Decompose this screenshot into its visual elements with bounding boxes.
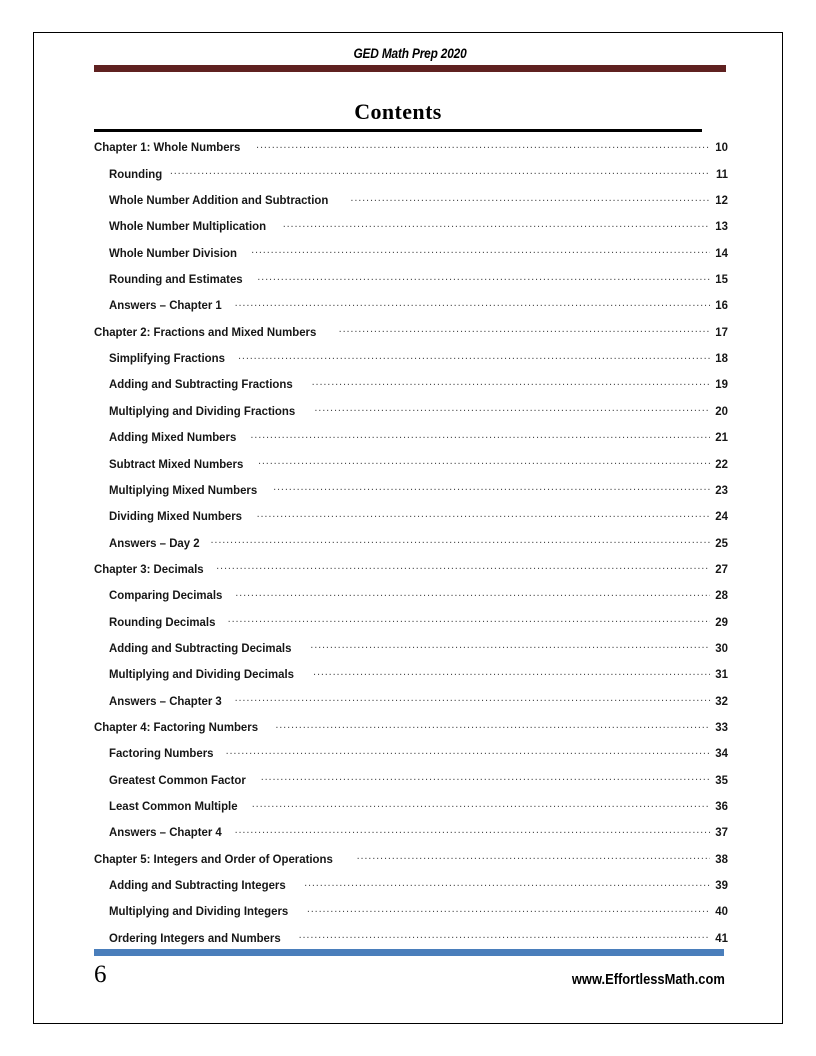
toc-entry-page-number: 41 — [715, 930, 728, 945]
toc-entry-page-number: 40 — [715, 904, 728, 919]
toc-entry-label: Rounding and Estimates — [109, 272, 243, 287]
toc-entry-label: Comparing Decimals — [109, 588, 223, 603]
toc-dot-leader — [235, 692, 710, 704]
toc-dot-leader — [257, 508, 710, 520]
toc-entry-label: Dividing Mixed Numbers — [109, 509, 243, 524]
toc-section-row[interactable] — [94, 165, 728, 191]
toc-entry-page-number: 23 — [715, 482, 728, 497]
footer-website-link[interactable]: www.EffortlessMath.com — [572, 971, 725, 988]
toc-entry-page-number: 24 — [715, 509, 728, 524]
toc-section-row[interactable] — [94, 297, 728, 323]
toc-entry-label: Greatest Common Factor — [109, 772, 246, 787]
toc-dot-leader — [310, 640, 710, 652]
toc-dot-leader — [275, 719, 710, 731]
toc-section-row[interactable] — [94, 508, 728, 534]
toc-entry-page-number: 31 — [715, 667, 728, 682]
toc-section-row[interactable] — [94, 824, 728, 850]
toc-entry-page-number: 19 — [715, 377, 728, 392]
toc-entry-page-number: 27 — [715, 561, 728, 576]
footer-page-number: 6 — [94, 961, 107, 988]
toc-section-row[interactable] — [94, 402, 728, 428]
page-sheet — [33, 32, 783, 1024]
contents-rule-divider — [94, 129, 702, 132]
toc-entry-label: Factoring Numbers — [109, 746, 214, 761]
toc-entry-page-number: 37 — [715, 825, 728, 840]
toc-dot-leader — [250, 429, 710, 441]
toc-entry-label: Chapter 3: Decimals — [94, 561, 204, 576]
toc-section-row[interactable] — [94, 640, 728, 666]
toc-entry-label: Chapter 5: Integers and Order of Operations — [94, 851, 333, 866]
toc-entry-label: Adding and Subtracting Integers — [109, 878, 286, 893]
toc-dot-leader — [238, 350, 710, 362]
toc-section-row[interactable] — [94, 218, 728, 244]
toc-entry-label: Answers – Chapter 4 — [109, 825, 222, 840]
toc-dot-leader — [313, 666, 710, 678]
toc-section-row[interactable] — [94, 376, 728, 402]
toc-dot-leader — [235, 824, 710, 836]
toc-section-row[interactable] — [94, 666, 728, 692]
toc-dot-leader — [170, 165, 710, 177]
toc-entry-label: Subtract Mixed Numbers — [109, 456, 244, 471]
toc-entry-label: Multiplying and Dividing Decimals — [109, 667, 294, 682]
toc-section-row[interactable] — [94, 771, 728, 797]
toc-entry-label: Adding and Subtracting Decimals — [109, 640, 292, 655]
toc-entry-page-number: 28 — [715, 588, 728, 603]
toc-entry-page-number: 15 — [715, 272, 728, 287]
toc-section-row[interactable] — [94, 244, 728, 270]
toc-entry-label: Whole Number Division — [109, 245, 237, 260]
toc-entry-label: Multiplying Mixed Numbers — [109, 482, 258, 497]
toc-dot-leader — [350, 192, 710, 204]
toc-dot-leader — [235, 297, 710, 309]
toc-dot-leader — [307, 903, 710, 915]
toc-entry-label: Adding Mixed Numbers — [109, 430, 237, 445]
toc-section-row[interactable] — [94, 587, 728, 613]
footer-rule-divider — [94, 949, 724, 956]
toc-dot-leader — [226, 745, 710, 757]
toc-dot-leader — [216, 561, 710, 573]
toc-dot-leader — [299, 929, 710, 941]
toc-section-row[interactable] — [94, 350, 728, 376]
toc-entry-page-number: 13 — [715, 219, 728, 234]
toc-entry-label: Multiplying and Dividing Fractions — [109, 403, 296, 418]
toc-chapter-row[interactable] — [94, 323, 728, 349]
toc-chapter-row[interactable] — [94, 719, 728, 745]
toc-entry-page-number: 17 — [715, 324, 728, 339]
toc-section-row[interactable] — [94, 877, 728, 903]
toc-entry-page-number: 32 — [715, 693, 728, 708]
toc-dot-leader — [312, 376, 710, 388]
toc-dot-leader — [258, 455, 710, 467]
toc-entry-label: Whole Number Addition and Subtraction — [109, 193, 329, 208]
toc-entry-label: Rounding Decimals — [109, 614, 216, 629]
toc-chapter-row[interactable] — [94, 561, 728, 587]
toc-dot-leader — [256, 139, 710, 151]
toc-dot-leader — [339, 323, 710, 335]
toc-dot-leader — [273, 481, 710, 493]
toc-entry-page-number: 30 — [715, 640, 728, 655]
toc-section-row[interactable] — [94, 534, 728, 560]
toc-entry-label: Ordering Integers and Numbers — [109, 930, 281, 945]
table-of-contents — [94, 139, 728, 956]
toc-entry-page-number: 22 — [715, 456, 728, 471]
toc-entry-label: Adding and Subtracting Fractions — [109, 377, 293, 392]
toc-entry-page-number: 35 — [715, 772, 728, 787]
toc-entry-page-number: 11 — [715, 166, 728, 181]
toc-chapter-row[interactable] — [94, 139, 728, 165]
toc-entry-label: Simplifying Fractions — [109, 351, 225, 366]
running-header-title: GED Math Prep 2020 — [353, 46, 467, 61]
toc-dot-leader — [257, 271, 710, 283]
toc-section-row[interactable] — [94, 745, 728, 771]
toc-section-row[interactable] — [94, 613, 728, 639]
toc-dot-leader — [314, 402, 710, 414]
toc-entry-page-number: 16 — [715, 298, 728, 313]
toc-dot-leader — [261, 771, 710, 783]
toc-section-row[interactable] — [94, 481, 728, 507]
toc-entry-page-number: 38 — [715, 851, 728, 866]
toc-entry-page-number: 10 — [715, 140, 728, 155]
toc-entry-label: Rounding — [109, 166, 163, 181]
toc-entry-label: Chapter 4: Factoring Numbers — [94, 719, 259, 734]
toc-dot-leader — [228, 613, 710, 625]
toc-dot-leader — [283, 218, 710, 230]
toc-entry-page-number: 21 — [715, 430, 728, 445]
toc-dot-leader — [211, 534, 711, 546]
toc-section-row[interactable] — [94, 192, 728, 218]
toc-dot-leader — [304, 877, 710, 889]
header-rule-divider — [94, 65, 726, 72]
toc-entry-page-number: 33 — [715, 719, 728, 734]
toc-section-row[interactable] — [94, 429, 728, 455]
toc-entry-label: Answers – Chapter 1 — [109, 298, 222, 313]
toc-section-row[interactable] — [94, 271, 728, 297]
toc-entry-page-number: 34 — [715, 746, 728, 761]
toc-entry-page-number: 18 — [715, 351, 728, 366]
toc-dot-leader — [235, 587, 710, 599]
toc-entry-page-number: 29 — [715, 614, 728, 629]
toc-section-row[interactable] — [94, 455, 728, 481]
toc-chapter-row[interactable] — [94, 850, 728, 876]
toc-entry-label: Multiplying and Dividing Integers — [109, 904, 289, 919]
toc-dot-leader — [357, 850, 710, 862]
toc-section-row[interactable] — [94, 903, 728, 929]
toc-entry-page-number: 36 — [715, 798, 728, 813]
toc-entry-label: Chapter 1: Whole Numbers — [94, 140, 241, 155]
page-title: Contents — [354, 99, 442, 124]
toc-entry-page-number: 25 — [715, 535, 728, 550]
toc-section-row[interactable] — [94, 798, 728, 824]
toc-entry-label: Chapter 2: Fractions and Mixed Numbers — [94, 324, 317, 339]
toc-entry-page-number: 12 — [715, 193, 728, 208]
toc-entry-label: Whole Number Multiplication — [109, 219, 267, 234]
toc-section-row[interactable] — [94, 692, 728, 718]
toc-entry-label: Answers – Day 2 — [109, 535, 200, 550]
toc-entry-page-number: 14 — [715, 245, 728, 260]
toc-entry-label: Least Common Multiple — [109, 798, 238, 813]
toc-dot-leader — [252, 798, 710, 810]
toc-entry-label: Answers – Chapter 3 — [109, 693, 222, 708]
toc-entry-page-number: 20 — [715, 403, 728, 418]
toc-entry-page-number: 39 — [715, 878, 728, 893]
toc-dot-leader — [251, 244, 710, 256]
